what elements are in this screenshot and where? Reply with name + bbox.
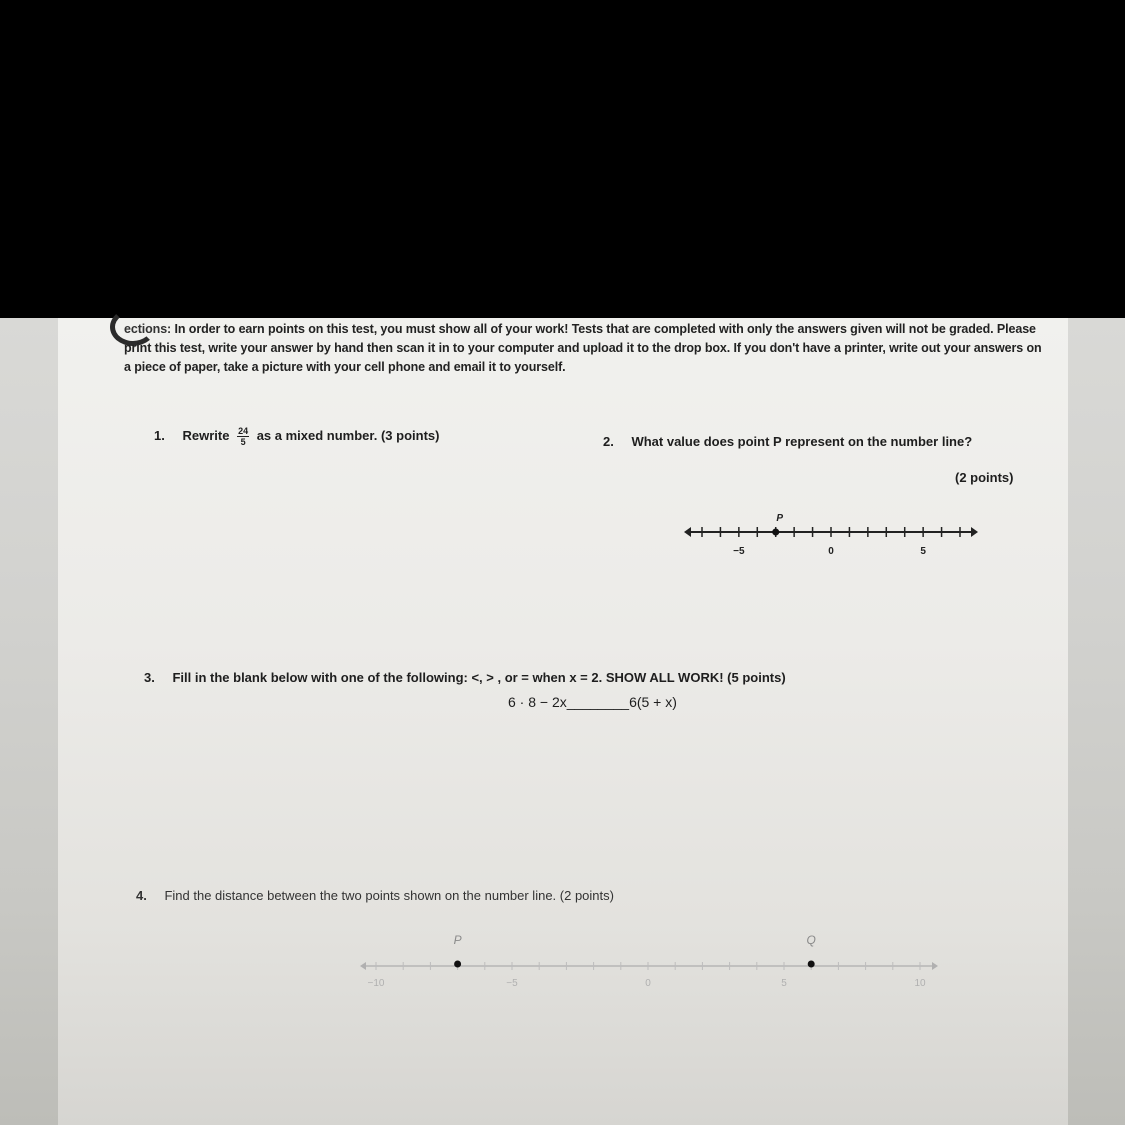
q1-post: as a mixed number. (3 points) — [256, 427, 440, 443]
q3-text: Fill in the blank below with one of the following: <, > , or = when x = 2. SHOW ALL WORK! (5 points) — [172, 670, 786, 685]
q2-tick-label: 5 — [920, 546, 926, 557]
question-2 — [603, 434, 972, 449]
q4-point-p — [454, 961, 461, 968]
q4-number: 4. — [136, 888, 147, 903]
q4-text: Find the distance between the two points shown on the number line. (2 points) — [164, 888, 614, 903]
q4-right-arrow — [932, 962, 938, 970]
q1-fraction — [237, 426, 249, 447]
q2-tick-label: 0 — [828, 546, 834, 557]
q4-tick-label: 0 — [645, 978, 651, 989]
q4-tick-label: −10 — [367, 978, 385, 989]
q4-point-label: Q — [806, 933, 816, 947]
directions-paragraph — [124, 320, 1044, 377]
q2-points: (2 points) — [955, 470, 1014, 485]
q4-point-q — [808, 961, 815, 968]
q4-point-label: P — [453, 933, 462, 947]
q3-expression — [508, 694, 677, 710]
question-1 — [154, 426, 439, 447]
q1-pre: Rewrite — [182, 427, 230, 443]
q3-left-expr: 6 · 8 − 2x — [508, 694, 567, 710]
q1-denominator: 5 — [240, 437, 246, 447]
q2-tick-label: −5 — [733, 546, 745, 557]
q1-numerator: 24 — [238, 426, 249, 436]
q2-point-p — [772, 529, 779, 536]
monitor-screen — [0, 318, 1125, 1125]
q4-left-arrow — [360, 962, 366, 970]
q2-text: What value does point P represent on the number line? — [631, 434, 973, 449]
q3-blank: ________ — [566, 694, 630, 710]
q2-left-arrow — [684, 527, 691, 537]
question-4 — [136, 888, 614, 903]
directions-lead: ections: — [124, 322, 172, 336]
q4-tick-label: 5 — [781, 978, 787, 989]
q3-right-expr: 6(5 + x) — [629, 694, 677, 710]
q2-number: 2. — [603, 434, 614, 449]
q2-point-label: P — [776, 513, 784, 524]
q4-number-line — [298, 926, 948, 996]
q2-number-line — [678, 504, 988, 564]
q3-number: 3. — [144, 670, 155, 685]
q1-number: 1. — [154, 427, 165, 443]
question-3 — [144, 670, 786, 685]
test-paper — [58, 318, 1068, 1125]
q2-right-arrow — [971, 527, 978, 537]
directions-text: In order to earn points on this test, you must show all of your work! Tests that are completed with only the answers given will not be graded. Please print this test, write your answer by hand then scan it in to your computer and upload it to the drop box. If you don't have a printer, write out your answers on a piece of paper, take a picture with your cell phone and email it to yourself. — [124, 322, 1042, 374]
q4-tick-label: 10 — [914, 978, 926, 989]
q4-tick-label: −5 — [506, 978, 518, 989]
